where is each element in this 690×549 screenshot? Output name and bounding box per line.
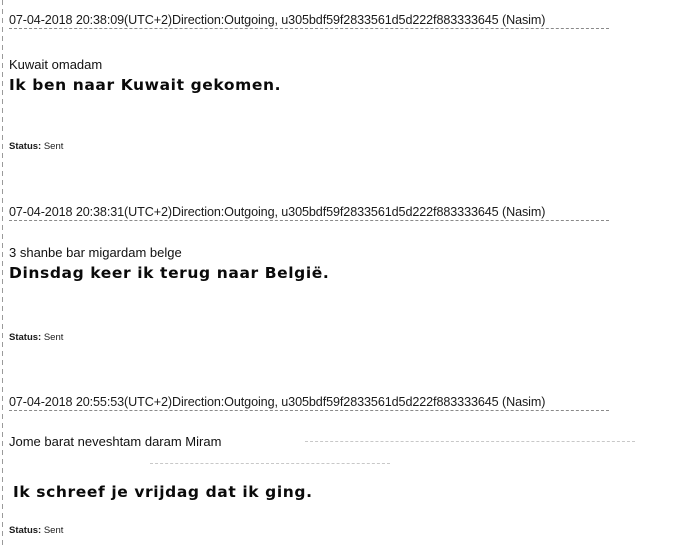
message-header: 07-04-2018 20:55:53(UTC+2)Direction:Outgoing, u305bdf59f2833561d5d222f883333645 (Nasim) (9, 395, 546, 409)
status-label: Status: (9, 525, 42, 536)
status-label: Status: (9, 332, 42, 343)
left-margin-rule (2, 0, 3, 549)
message-header: 07-04-2018 20:38:31(UTC+2)Direction:Outgoing, u305bdf59f2833561d5d222f883333645 (Nasim) (9, 205, 546, 219)
message-header: 07-04-2018 20:38:09(UTC+2)Direction:Outgoing, u305bdf59f2833561d5d222f883333645 (Nasim) (9, 13, 546, 27)
message-status (9, 141, 63, 152)
original-message-text: 3 shanbe bar migardam belge (9, 245, 182, 260)
status-value: Sent (43, 141, 64, 152)
scan-dash-line (150, 463, 390, 464)
status-label: Status: (9, 141, 42, 152)
original-message-text: Jome barat neveshtam daram Miram (9, 434, 222, 449)
status-value: Sent (43, 332, 64, 343)
header-underline (9, 220, 609, 221)
header-underline (9, 410, 609, 411)
translated-message-text: Ik schreef je vrijdag dat ik ging. (13, 483, 313, 501)
message-status (9, 525, 63, 536)
status-value: Sent (43, 525, 64, 536)
scan-dash-line (305, 441, 635, 442)
translated-message-text: Ik ben naar Kuwait gekomen. (9, 76, 282, 94)
translated-message-text: Dinsdag keer ik terug naar België. (9, 264, 330, 282)
original-message-text: Kuwait omadam (9, 57, 103, 72)
header-underline (9, 28, 609, 29)
message-status (9, 332, 63, 343)
